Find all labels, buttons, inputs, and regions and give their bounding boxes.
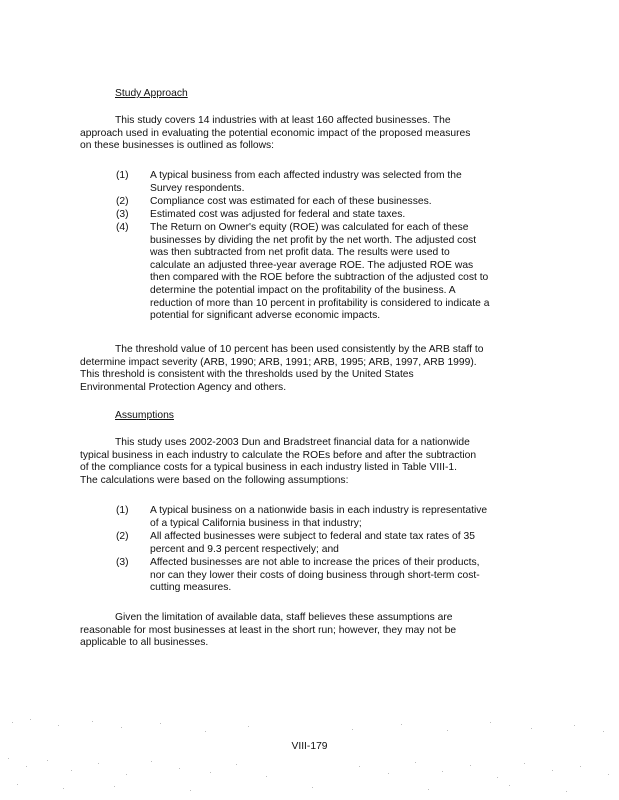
study-approach-intro	[80, 115, 470, 153]
text-line: This threshold is consistent with the thresholds used by the United States	[80, 369, 414, 381]
closing-paragraph	[80, 612, 456, 650]
text-line: determine the potential impact on the profitability of the business. A	[150, 284, 456, 296]
list-number: (4)	[116, 222, 129, 233]
text-line: Estimated cost was adjusted for federal and state taxes.	[150, 209, 406, 220]
text-line: A typical business from each affected industry was selected from the	[150, 170, 462, 181]
section-heading-study-approach: Study Approach	[115, 88, 188, 99]
text-line: applicable to all businesses.	[80, 637, 209, 649]
list-item	[150, 170, 462, 195]
text-line: typical business in each industry to calculate the ROEs before and after the subtraction	[80, 449, 477, 461]
section-heading-assumptions: Assumptions	[115, 410, 174, 421]
text-line: Environmental Protection Agency and others.	[80, 381, 287, 393]
page-number: VIII-179	[291, 741, 328, 752]
list-item	[150, 222, 489, 323]
text-line: Compliance cost was estimated for each of these businesses.	[150, 196, 432, 207]
list-item	[150, 557, 480, 595]
list-item	[150, 531, 475, 556]
text-line: Affected businesses are not able to increase the prices of their products,	[150, 557, 480, 568]
list-number: (1)	[116, 170, 129, 181]
text-line: nor can they lower their costs of doing business through short-term cost-	[150, 569, 480, 581]
list-item	[150, 505, 487, 530]
text-line: calculate an adjusted three-year average ROE. The adjusted ROE was	[150, 259, 474, 271]
text-line: potential for significant adverse economic impacts.	[150, 310, 381, 322]
text-line: percent and 9.3 percent respectively; and	[150, 543, 339, 555]
text-line: of the compliance costs for a typical business in each industry listed in Table VIII-1.	[80, 462, 457, 474]
list-number: (1)	[116, 505, 129, 516]
list-item	[150, 209, 405, 222]
text-line: cutting measures.	[150, 582, 232, 594]
list-number: (2)	[116, 531, 129, 542]
text-line: Given the limitation of available data, staff believes these assumptions are	[115, 612, 453, 623]
threshold-paragraph	[80, 344, 483, 394]
text-line: This study covers 14 industries with at least 160 affected businesses. The	[115, 115, 451, 126]
list-item	[150, 196, 432, 209]
text-line: reasonable for most businesses at least in the short run; however, they may not be	[80, 624, 457, 636]
text-line: A typical business on a nationwide basis in each industry is representative	[150, 505, 488, 516]
text-line: The threshold value of 10 percent has been used consistently by the ARB staff to	[115, 344, 484, 355]
text-line: approach used in evaluating the potential economic impact of the proposed measures	[80, 127, 471, 139]
text-line: was then subtracted from net profit data. The results were used to	[150, 247, 450, 259]
text-line: All affected businesses were subject to federal and state tax rates of 35	[150, 531, 475, 542]
text-line: businesses by dividing the net profit by the net worth. The adjusted cost	[150, 234, 477, 246]
text-line: Survey respondents.	[150, 182, 245, 194]
text-line: reduction of more than 10 percent in profitability is considered to indicate a	[150, 297, 490, 309]
assumptions-intro	[80, 437, 476, 487]
text-line: of a typical California business in that industry;	[150, 517, 362, 529]
text-line: then compared with the ROE before the subtraction of the adjusted cost to	[150, 272, 489, 284]
text-line: on these businesses is outlined as follows:	[80, 140, 275, 152]
list-number: (2)	[116, 196, 129, 207]
list-number: (3)	[116, 557, 129, 568]
text-line: The calculations were based on the following assumptions:	[80, 474, 349, 486]
list-number: (3)	[116, 209, 129, 220]
text-line: The Return on Owner's equity (ROE) was calculated for each of these	[150, 222, 469, 233]
text-line: This study uses 2002-2003 Dun and Bradstreet financial data for a nationwide	[115, 437, 470, 448]
text-line: determine impact severity (ARB, 1990; ARB, 1991; ARB, 1995; ARB, 1997, ARB 1999).	[80, 356, 477, 368]
